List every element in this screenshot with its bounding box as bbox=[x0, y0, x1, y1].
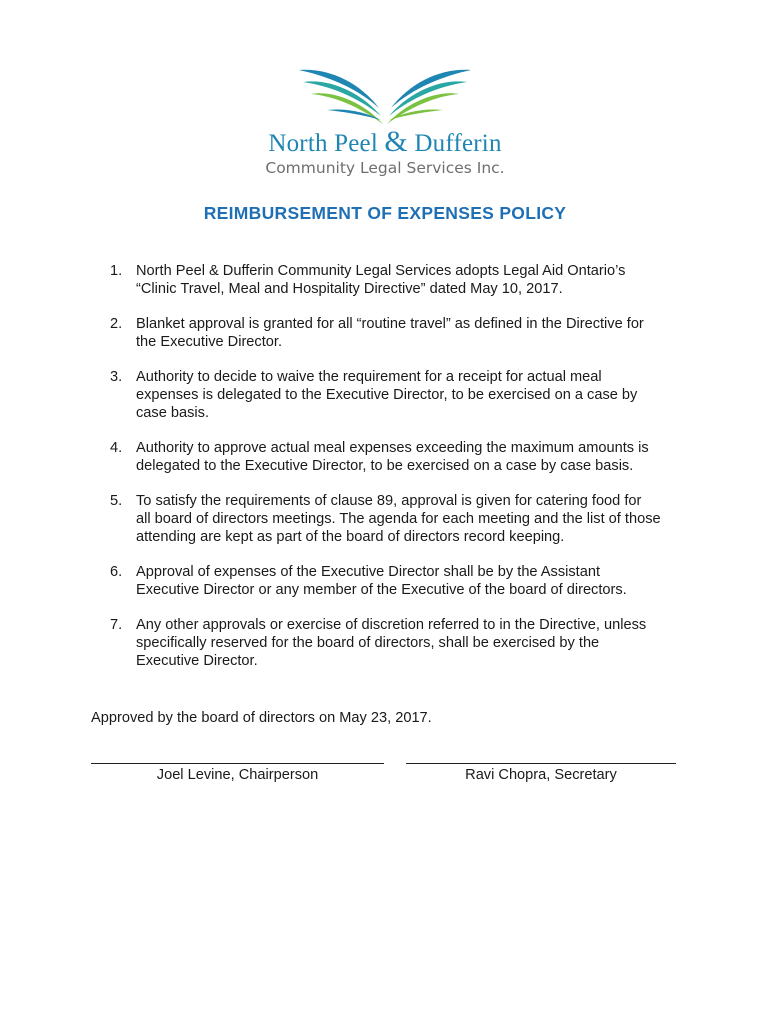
organization-logo bbox=[250, 64, 520, 184]
clause-number: 7. bbox=[110, 617, 123, 633]
policy-clause bbox=[110, 616, 690, 670]
clause-line: specifically reserved for the board of directors, shall be exercised by the bbox=[136, 635, 600, 651]
clause-line: delegated to the Executive Director, to be exercised on a case by case basis. bbox=[136, 458, 634, 474]
clause-line: the Executive Director. bbox=[136, 334, 283, 350]
clause-line: expenses is delegated to the Executive Director, to be exercised on a case by bbox=[136, 387, 638, 403]
clause-number: 2. bbox=[110, 316, 123, 332]
logo-ampersand: & bbox=[384, 125, 408, 158]
clause-line: Authority to decide to waive the requirement for a receipt for actual meal bbox=[136, 369, 602, 385]
clause-line: Executive Director or any member of the Executive of the board of directors. bbox=[136, 582, 627, 598]
clause-line: Blanket approval is granted for all “routine travel” as defined in the Directive for bbox=[136, 316, 644, 332]
clause-number: 6. bbox=[110, 564, 123, 580]
chairperson-name: Joel Levine, Chairperson bbox=[156, 767, 319, 783]
clause-line: all board of directors meetings. The agenda for each meeting and the list of those bbox=[136, 511, 661, 527]
chairperson-signature-line bbox=[91, 763, 384, 784]
secretary-name: Ravi Chopra, Secretary bbox=[465, 767, 617, 783]
clause-line: attending are kept as part of the board of directors record keeping. bbox=[136, 529, 565, 545]
clause-line: Approval of expenses of the Executive Director shall be by the Assistant bbox=[136, 564, 601, 580]
secretary-signature-line bbox=[406, 763, 676, 784]
clause-number: 1. bbox=[110, 263, 123, 279]
clause-number: 3. bbox=[110, 369, 123, 385]
policy-clause bbox=[110, 315, 690, 351]
policy-clause bbox=[110, 439, 690, 475]
logo-name-line bbox=[250, 125, 520, 159]
clause-line: Authority to approve actual meal expenses exceeding the maximum amounts is bbox=[136, 440, 649, 456]
clause-line: Executive Director. bbox=[136, 653, 258, 669]
policy-clause bbox=[110, 368, 690, 422]
logo-name-part1: North Peel bbox=[268, 130, 378, 157]
clause-line: Any other approvals or exercise of discretion referred to in the Directive, unless bbox=[136, 617, 647, 633]
clause-line: “Clinic Travel, Meal and Hospitality Directive” dated May 10, 2017. bbox=[136, 281, 563, 297]
logo-subtitle: Community Legal Services Inc. bbox=[265, 159, 505, 177]
approval-statement: Approved by the board of directors on May 23, 2017. bbox=[91, 710, 432, 726]
policy-clause bbox=[110, 563, 690, 599]
clause-line: To satisfy the requirements of clause 89, approval is given for catering food for bbox=[136, 493, 642, 509]
logo-name-part2: Dufferin bbox=[414, 130, 502, 157]
policy-title: REIMBURSEMENT OF EXPENSES POLICY bbox=[203, 203, 567, 223]
clause-line: North Peel & Dufferin Community Legal Services adopts Legal Aid Ontario’s bbox=[136, 263, 626, 279]
clause-line: case basis. bbox=[136, 405, 210, 421]
clause-number: 4. bbox=[110, 440, 123, 456]
policy-clauses-list bbox=[110, 262, 690, 687]
policy-clause bbox=[110, 492, 690, 546]
clause-number: 5. bbox=[110, 493, 123, 509]
policy-clause bbox=[110, 262, 690, 298]
open-book-logo-icon bbox=[275, 64, 495, 126]
